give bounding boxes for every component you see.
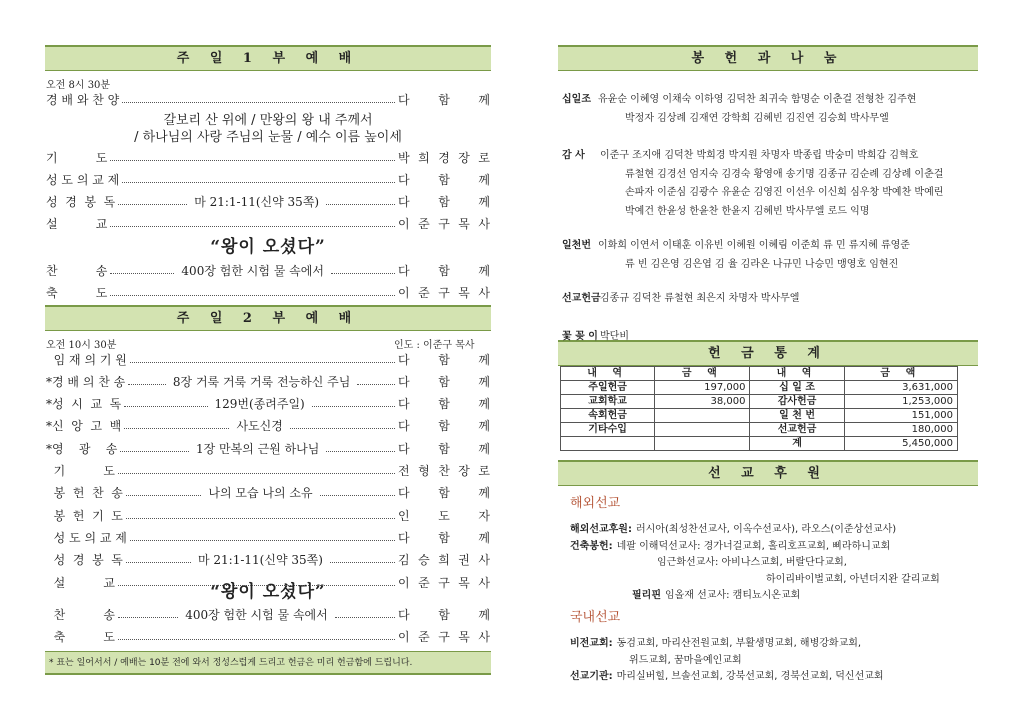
person-char: 께 bbox=[478, 607, 490, 622]
mission-text: 위드교회, 꿈마을예인교회 bbox=[629, 654, 742, 666]
amount: 197,000 bbox=[655, 381, 750, 395]
service1-header: 주 일 1 부 예 배 bbox=[45, 45, 491, 71]
mission-label: 건축봉헌: bbox=[570, 540, 613, 552]
person-char: 이 bbox=[398, 285, 410, 300]
amount bbox=[655, 423, 750, 437]
person-char: 희 bbox=[438, 553, 450, 568]
person-char: 사 bbox=[478, 285, 490, 300]
dot-leader bbox=[320, 495, 395, 496]
person-char: 인 bbox=[398, 508, 410, 523]
person-char: 함 bbox=[438, 530, 450, 545]
amount: 180,000 bbox=[844, 423, 957, 437]
person-char: 다 bbox=[398, 419, 410, 434]
item-name: 감사헌금 bbox=[750, 395, 844, 409]
person-char: 함 bbox=[438, 374, 450, 389]
mission-header: 선 교 후 원 bbox=[558, 460, 978, 486]
item-person bbox=[398, 193, 490, 210]
offering-label: 감 사 bbox=[562, 150, 585, 161]
offering-names: 이화희 이연서 이태훈 이유빈 이혜원 이혜림 이준희 류 민 류지혜 류영준 bbox=[598, 240, 910, 251]
s1-row bbox=[46, 190, 490, 212]
person-char: 함 bbox=[438, 486, 450, 501]
sermon-title-2: “왕이 오셨다” bbox=[210, 582, 326, 602]
item-label: 성 경 봉 독 bbox=[46, 553, 123, 568]
stats-row bbox=[561, 409, 958, 423]
item-name: 십 일 조 bbox=[750, 381, 844, 395]
person-char: 함 bbox=[438, 419, 450, 434]
item-person bbox=[398, 351, 490, 368]
item-name: 기타수입 bbox=[561, 423, 655, 437]
item-person bbox=[398, 507, 490, 524]
offering-names: 손파자 이준심 김광수 유윤순 김영진 이선우 이신희 심우창 박예찬 박예린 bbox=[625, 187, 944, 198]
s2-row bbox=[46, 393, 490, 415]
item-person bbox=[398, 574, 490, 591]
s2-row bbox=[46, 603, 490, 625]
mission-line bbox=[570, 520, 896, 535]
person-char: 께 bbox=[478, 486, 491, 501]
mission-label: 선교기관: bbox=[570, 671, 613, 682]
item-person bbox=[398, 215, 490, 232]
person-char: 께 bbox=[478, 92, 490, 107]
s2-row bbox=[46, 504, 490, 526]
person-char: 께 bbox=[478, 194, 491, 209]
stats-table bbox=[560, 366, 958, 451]
item-label: 성 도 의 교 제 bbox=[46, 530, 127, 545]
s2-row bbox=[46, 415, 490, 437]
amount: 38,000 bbox=[655, 395, 750, 409]
mission-text: 동검교회, 마리산전원교회, 부활생명교회, 해병강화교회, bbox=[616, 638, 862, 649]
person-char: 께 bbox=[478, 441, 490, 456]
person-char: 구 bbox=[438, 629, 450, 644]
dot-leader bbox=[110, 273, 174, 274]
item-person bbox=[398, 149, 490, 166]
s2-row bbox=[46, 625, 490, 647]
stats-row bbox=[561, 423, 958, 437]
item-label: 설 교 bbox=[46, 216, 108, 231]
item-detail: 사도신경 bbox=[236, 419, 283, 434]
item-person bbox=[398, 606, 490, 623]
person-char: 형 bbox=[418, 464, 430, 478]
item-label: *경 배 의 찬 송 bbox=[46, 374, 126, 389]
stats-row bbox=[561, 381, 958, 395]
person-char: 께 bbox=[478, 530, 490, 545]
item-person bbox=[398, 551, 490, 568]
person-char: 이 bbox=[398, 575, 410, 590]
dot-leader bbox=[126, 518, 395, 519]
col-amount-1: 금 액 bbox=[655, 367, 750, 381]
item-detail: 400장 험한 시험 물 속에서 bbox=[181, 263, 324, 278]
item-label: 찬 송 bbox=[46, 607, 115, 622]
person-char: 찬 bbox=[438, 464, 450, 478]
person-char: 전 bbox=[398, 464, 410, 478]
person-char: 다 bbox=[398, 397, 410, 412]
dot-leader bbox=[110, 160, 395, 161]
item-detail: 400장 험한 시험 물 속에서 bbox=[185, 607, 328, 622]
item-name: 주일헌금 bbox=[561, 381, 655, 395]
person-char: 함 bbox=[438, 172, 450, 187]
item-label: 봉 헌 찬 송 bbox=[46, 486, 123, 501]
offering-names: 이준구 조지애 김덕찬 박희경 박지원 차명자 박종립 박숭미 박희갑 김혁호 bbox=[600, 150, 919, 161]
person-char: 준 bbox=[418, 575, 430, 590]
person-char: 다 bbox=[398, 172, 410, 187]
person-char: 함 bbox=[438, 194, 450, 209]
item-label: *영 광 송 bbox=[46, 441, 118, 456]
person-char: 다 bbox=[398, 530, 410, 545]
item-name: 속회헌금 bbox=[561, 409, 655, 423]
item-label: 찬 송 bbox=[46, 263, 108, 278]
item-person bbox=[398, 91, 490, 108]
dot-leader bbox=[110, 295, 395, 296]
person-char: 함 bbox=[438, 352, 450, 367]
dot-leader bbox=[326, 204, 395, 205]
dot-leader bbox=[290, 428, 395, 429]
mission-text: 하이리바이벌교회, 아년더지완 갈리교회 bbox=[766, 573, 940, 585]
dot-leader bbox=[357, 384, 395, 385]
item-name: 계 bbox=[750, 437, 844, 451]
person-char: 다 bbox=[398, 263, 410, 278]
hymn-line-2: / 하나님의 사랑 주님의 눈물 / 예수 이름 높이세 bbox=[134, 130, 402, 145]
person-char: 다 bbox=[398, 374, 410, 389]
person-char: 구 bbox=[438, 285, 450, 300]
offering-label: 십일조 bbox=[562, 94, 591, 105]
item-name bbox=[561, 437, 655, 451]
item-person bbox=[398, 262, 490, 279]
stats-row bbox=[561, 437, 958, 451]
mission-line bbox=[632, 586, 800, 601]
mission-line bbox=[766, 570, 940, 585]
overseas-title: 해외선교 bbox=[570, 496, 621, 511]
amount bbox=[655, 437, 750, 451]
item-label: 설 교 bbox=[46, 575, 115, 590]
item-person bbox=[398, 395, 490, 412]
person-char: 사 bbox=[478, 553, 490, 568]
person-char: 로 bbox=[478, 150, 490, 165]
mission-line bbox=[657, 553, 847, 568]
mission-text: 네팔 이해덕선교사: 경가너걸교회, 홀리호프교회, 삐라하니교회 bbox=[616, 540, 891, 552]
item-person bbox=[398, 284, 490, 301]
person-char: 께 bbox=[478, 397, 490, 412]
offering-names: 김종규 김덕찬 류철현 최은지 차명자 박사무엘 bbox=[600, 293, 800, 304]
amount: 5,450,000 bbox=[844, 437, 957, 451]
s1-row bbox=[46, 168, 490, 190]
dot-leader bbox=[331, 273, 395, 274]
offering-names: 박정자 김상례 김재연 강학희 김혜빈 김진연 김승희 박사무엘 bbox=[625, 112, 889, 124]
person-char: 준 bbox=[418, 629, 430, 644]
dot-leader bbox=[130, 362, 395, 363]
person-char: 로 bbox=[478, 464, 490, 478]
service-note: * 표는 일어서서 / 예배는 10분 전에 와서 정성스럽게 드리고 헌금은 미리 헌금함에 드립니다. bbox=[45, 651, 491, 675]
mission-line bbox=[570, 667, 884, 682]
person-char: 장 bbox=[458, 150, 470, 165]
item-detail: 마 21:1-11(신약 35쪽) bbox=[198, 553, 323, 568]
item-detail: 1장 만복의 근원 하나님 bbox=[195, 441, 320, 456]
item-label: 봉 헌 기 도 bbox=[46, 508, 123, 523]
person-char: 께 bbox=[478, 374, 490, 389]
col-item-2: 내 역 bbox=[750, 367, 844, 381]
item-label: 축 도 bbox=[46, 285, 108, 300]
dot-leader bbox=[126, 495, 201, 496]
amount: 3,631,000 bbox=[844, 381, 957, 395]
dot-leader bbox=[118, 639, 395, 640]
person-char: 권 bbox=[458, 553, 470, 568]
item-person bbox=[398, 628, 490, 645]
person-char: 함 bbox=[438, 607, 450, 622]
mission-label: 필리핀 bbox=[632, 590, 661, 601]
item-person bbox=[398, 171, 490, 188]
s1-row bbox=[46, 281, 490, 303]
mission-text: 러시아(최성찬선교사, 이옥수선교사), 라오스(이준상선교사) bbox=[635, 524, 897, 535]
offering-names: 류 빈 김은영 김은엽 김 율 김라온 나규민 나승민 맹영호 임현진 bbox=[625, 258, 899, 270]
mission-text: 마리실버힐, 브솔선교회, 강북선교회, 경북선교회, 덕신선교회 bbox=[616, 671, 884, 682]
person-char: 구 bbox=[438, 575, 450, 590]
mission-text: 임근화선교사: 아비나스교회, 버랄단다교회, bbox=[657, 557, 847, 568]
dot-leader bbox=[122, 102, 395, 103]
s2-row bbox=[46, 571, 490, 593]
person-char: 이 bbox=[398, 216, 410, 231]
item-label: 성 경 봉 독 bbox=[46, 194, 116, 209]
dot-leader bbox=[118, 473, 395, 474]
dot-leader bbox=[335, 617, 395, 618]
person-char: 준 bbox=[418, 285, 430, 300]
offering-names: 류철현 김경선 엄지숙 김경숙 황영애 송기명 김종규 김순례 김상례 이춘걸 bbox=[625, 168, 944, 180]
offering-label: 꽃 꽂 이 bbox=[562, 330, 598, 342]
item-person bbox=[398, 373, 490, 390]
item-person bbox=[398, 417, 490, 434]
person-char: 목 bbox=[458, 216, 470, 231]
dot-leader bbox=[118, 204, 187, 205]
dot-leader bbox=[122, 182, 395, 183]
s2-row bbox=[46, 526, 490, 548]
item-label: 성 도 의 교 제 bbox=[46, 172, 120, 187]
person-char: 함 bbox=[438, 263, 450, 278]
domestic-title: 국내선교 bbox=[570, 610, 621, 625]
amount bbox=[655, 409, 750, 423]
service2-time: 오전 10시 30분 bbox=[46, 340, 117, 351]
person-char: 목 bbox=[458, 575, 470, 590]
dot-leader bbox=[120, 451, 189, 452]
offering-names: 유윤순 이혜영 이채숙 이하영 김덕찬 최귀숙 함명순 이춘걸 전형찬 김주현 bbox=[598, 94, 917, 105]
dot-leader bbox=[118, 585, 395, 586]
person-char: 다 bbox=[398, 352, 410, 367]
offering-names: 박단비 bbox=[600, 330, 629, 342]
dot-leader bbox=[124, 428, 229, 429]
mission-line bbox=[629, 651, 742, 666]
s1-row bbox=[46, 88, 490, 110]
dot-leader bbox=[118, 617, 178, 618]
s1-row bbox=[46, 259, 490, 281]
s2-row bbox=[46, 370, 490, 392]
amount: 151,000 bbox=[844, 409, 957, 423]
mission-line bbox=[570, 634, 861, 649]
dot-leader bbox=[130, 540, 395, 541]
col-amount-2: 금 액 bbox=[844, 367, 957, 381]
person-char: 준 bbox=[418, 216, 430, 231]
mission-text: 임올재 선교사: 캠티뇨시온교회 bbox=[664, 590, 801, 601]
item-label: 기 도 bbox=[46, 150, 108, 165]
stats-header: 헌 금 통 계 bbox=[558, 340, 978, 366]
offering-names: 박예건 한윤성 한윤찬 한윤지 김혜빈 박사무엘 로드 익명 bbox=[625, 205, 870, 217]
item-label: 임 재 의 기 원 bbox=[46, 352, 127, 367]
item-detail: 나의 모습 나의 소유 bbox=[208, 486, 313, 501]
person-char: 사 bbox=[478, 629, 490, 644]
dot-leader bbox=[124, 406, 207, 407]
service2-header: 주 일 2 부 예 배 bbox=[45, 305, 491, 331]
person-char: 도 bbox=[438, 508, 450, 523]
amount: 1,253,000 bbox=[844, 395, 957, 409]
col-item-1: 내 역 bbox=[561, 367, 655, 381]
item-person bbox=[398, 484, 490, 501]
person-char: 다 bbox=[398, 194, 410, 209]
person-char: 다 bbox=[398, 486, 410, 501]
person-char: 께 bbox=[478, 263, 490, 278]
person-char: 함 bbox=[438, 92, 450, 107]
person-char: 께 bbox=[478, 172, 490, 187]
person-char: 승 bbox=[418, 553, 430, 568]
dot-leader bbox=[326, 451, 395, 452]
person-char: 다 bbox=[398, 441, 410, 456]
hymn-line-1: 갈보리 산 위에 / 만왕의 왕 내 주께서 bbox=[163, 113, 373, 128]
person-char: 경 bbox=[438, 150, 450, 165]
person-char: 장 bbox=[458, 464, 470, 478]
s2-row bbox=[46, 460, 490, 482]
dot-leader bbox=[126, 562, 191, 563]
person-char: 다 bbox=[398, 607, 410, 622]
item-detail: 마 21:1-11(신약 35쪽) bbox=[194, 194, 320, 209]
s1-row bbox=[46, 146, 490, 168]
sermon-title-1: “왕이 오셨다” bbox=[210, 237, 326, 257]
dot-leader bbox=[330, 562, 395, 563]
person-char: 께 bbox=[478, 352, 490, 367]
item-label: *신 앙 고 백 bbox=[46, 419, 122, 434]
person-char: 김 bbox=[398, 553, 410, 568]
dot-leader bbox=[312, 406, 395, 407]
person-char: 사 bbox=[478, 575, 490, 590]
stats-row bbox=[561, 395, 958, 409]
offering-label: 선교헌금 bbox=[562, 293, 601, 304]
person-char: 사 bbox=[478, 216, 490, 231]
item-person bbox=[398, 529, 490, 546]
item-name: 선교헌금 bbox=[750, 423, 844, 437]
hymn-lyrics bbox=[46, 112, 490, 146]
dot-leader bbox=[110, 226, 395, 227]
person-char: 자 bbox=[478, 508, 490, 523]
service1-time: 오전 8시 30분 bbox=[46, 80, 111, 91]
person-char: 희 bbox=[418, 150, 430, 165]
service2-leader: 인도 : 이준구 목사 bbox=[394, 340, 475, 351]
s2-row bbox=[46, 437, 490, 459]
mission-line bbox=[570, 537, 890, 552]
item-label: 경 배 와 찬 양 bbox=[46, 92, 120, 107]
s2-row bbox=[46, 482, 490, 504]
mission-label: 비전교회: bbox=[570, 638, 613, 649]
mission-label: 해외선교후원: bbox=[570, 524, 632, 535]
person-char: 다 bbox=[398, 92, 410, 107]
item-person bbox=[398, 440, 490, 457]
s1-row bbox=[46, 212, 490, 234]
item-label: *성 시 교 독 bbox=[46, 397, 122, 412]
offering-label: 일천번 bbox=[562, 240, 591, 251]
item-label: 기 도 bbox=[46, 464, 115, 478]
person-char: 함 bbox=[438, 441, 450, 456]
s2-row bbox=[46, 348, 490, 370]
person-char: 목 bbox=[458, 285, 470, 300]
person-char: 함 bbox=[438, 397, 450, 412]
item-person bbox=[398, 462, 490, 479]
person-char: 구 bbox=[438, 216, 450, 231]
person-char: 이 bbox=[398, 629, 410, 644]
item-label: 축 도 bbox=[46, 629, 115, 644]
dot-leader bbox=[128, 384, 166, 385]
offering-header: 봉 헌 과 나 눔 bbox=[558, 45, 978, 71]
item-detail: 129번(종려주일) bbox=[214, 397, 305, 412]
person-char: 박 bbox=[398, 150, 410, 165]
item-name: 교회학교 bbox=[561, 395, 655, 409]
item-detail: 8장 거룩 거룩 거룩 전능하신 주님 bbox=[172, 374, 351, 389]
item-name: 일 천 번 bbox=[750, 409, 844, 423]
person-char: 목 bbox=[458, 629, 470, 644]
person-char: 께 bbox=[478, 419, 491, 434]
s2-row bbox=[46, 549, 490, 571]
